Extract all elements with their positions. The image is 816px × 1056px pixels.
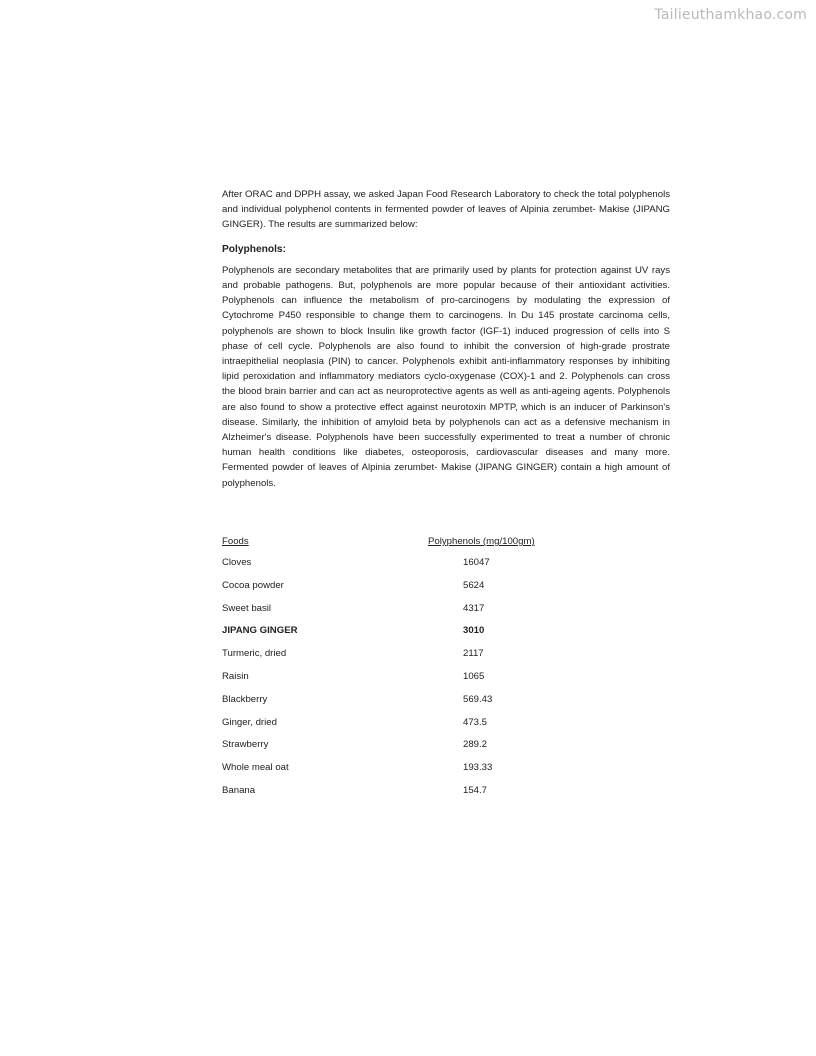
table-header	[222, 536, 662, 557]
food-name: Sweet basil	[222, 602, 272, 614]
food-name: Ginger, dried	[222, 716, 277, 728]
polyphenol-value: 4317	[463, 602, 485, 614]
polyphenol-value: 193.33	[463, 762, 493, 774]
polyphenol-value: 2117	[463, 648, 484, 660]
table-row	[222, 739, 662, 762]
table-row	[222, 625, 662, 648]
food-name: Whole meal oat	[222, 762, 289, 774]
food-name: Cocoa powder	[222, 579, 284, 591]
food-name: Turmeric, dried	[222, 648, 287, 660]
polyphenol-value: 5624	[463, 579, 485, 591]
food-name: JIPANG GINGER	[222, 625, 298, 637]
polyphenol-value: 16047	[463, 557, 490, 568]
polyphenol-value: 3010	[463, 625, 485, 637]
table-row	[222, 648, 662, 671]
table-body	[222, 557, 662, 808]
table-row	[222, 785, 662, 808]
table-row	[222, 717, 662, 740]
food-name: Raisin	[222, 670, 249, 682]
table-row	[222, 694, 662, 717]
polyphenol-table	[222, 536, 662, 808]
polyphenol-value: 1065	[463, 670, 485, 682]
polyphenol-value: 473.5	[463, 716, 488, 728]
header-foods: Foods	[222, 536, 249, 547]
body-paragraph: Polyphenols are secondary metabolites that are primarily used by plants for protection against UV rays and probable pathogens. But, polyphenols are more popular because of their antioxidant activities. Polyphenols can influence the metabolism of pro-carcinogens by modulating the expression of Cytochrome P450 responsible to change them to carcinogens. In Du 145 prostate carcinoma cells, polyphenols are shown to block Insulin like growth factor (IGF-1) induced progression of cells into S phase of cell cycle. Polyphenols are also found to inhibit the conversion of high-grade prostrate intraepithelial neoplasia (PIN) to cancer. Polyphenols exhibit anti-inflammatory responses by inhibiting lipid peroxidation and inflammatory mediators cyclo-oxygenase (COX)-1 and 2. Polyphenols can cross the blood brain barrier and can act as neuroprotective agents as well as anti-ageing agents. Polyphenols are also found to show a protective effect against neurotoxin MPTP, which is an inducer of Parkinson's disease. Similarly, the inhibition of amyloid beta by polyphenols can act as a defensive mechanism in Alzheimer's disease. Polyphenols have been successfully experimented to treat a number of chronic human health conditions like diabetes, osteoporosis, cardiovascular diseases and many more. Fermented powder of leaves of Alpinia zerumbet- Makise (JIPANG GINGER) contain a high amount of polyphenols.	[222, 264, 670, 489]
header-polyphenols: Polyphenols (mg/100gm)	[428, 536, 535, 547]
table-row	[222, 603, 662, 626]
food-name: Strawberry	[222, 739, 269, 751]
food-name: Blackberry	[222, 693, 268, 705]
table-row	[222, 762, 662, 785]
polyphenol-value: 289.2	[463, 739, 488, 751]
table-row	[222, 671, 662, 694]
food-name: Cloves	[222, 557, 252, 568]
section-heading: Polyphenols:	[222, 243, 286, 255]
table-row	[222, 580, 662, 603]
table-row	[222, 557, 662, 580]
polyphenol-value: 154.7	[463, 784, 488, 796]
watermark: Tailieuthamkhao.com	[654, 7, 807, 23]
document-body	[222, 187, 670, 491]
intro-paragraph: After ORAC and DPPH assay, we asked Japan Food Research Laboratory to check the total polyphenols and individual polyphenol contents in fermented powder of leaves of Alpinia zerumbet- Makise (JIPANG GINGER). The results are summarized below:	[222, 189, 670, 231]
food-name: Banana	[222, 784, 256, 796]
polyphenol-value: 569.43	[463, 693, 493, 705]
